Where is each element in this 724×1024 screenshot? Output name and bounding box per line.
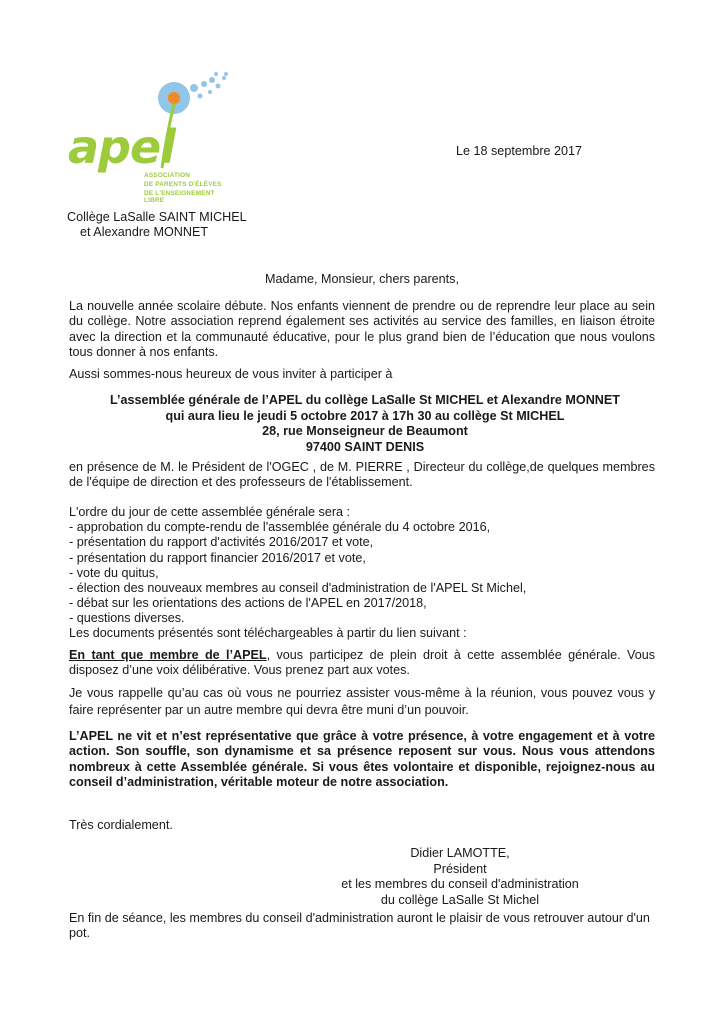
signatory-line-3: et les membres du conseil d'administration: [341, 877, 579, 891]
agenda-item: - élection des nouveaux membres au conseil d'administration de l'APEL St Michel,: [69, 581, 527, 596]
documents-line: Les documents présentés sont téléchargeables à partir du lien suivant :: [69, 626, 467, 640]
apel-logo: [66, 68, 236, 208]
agenda-item: - approbation du compte-rendu de l'assemblée générale du 4 octobre 2016,: [69, 520, 491, 535]
signatory-title: Président: [433, 861, 487, 876]
school-line-1: Collège LaSalle SAINT MICHEL: [67, 210, 247, 224]
signatory-line-4: du collège LaSalle St Michel: [380, 892, 540, 907]
footer-note: En fin de séance, les membres du conseil d'administration auront le plaisir de vous retrouver autour d'un pot.: [69, 911, 650, 941]
logo-wordmark: apel: [68, 120, 175, 174]
letter-date: Le 18 septembre 2017: [456, 144, 583, 158]
agenda-item: - vote du quitus,: [69, 565, 159, 580]
signatory-name: Didier LAMOTTE,: [410, 846, 510, 860]
member-text: , vous participez de plein droit à cette assemblée générale. Vous disposez d’une voix délibérative. Vous prenez part aux votes.: [69, 648, 656, 678]
school-line-2: et Alexandre MONNET: [80, 225, 209, 239]
agenda-item: - présentation du rapport d'activités 2016/2017 et vote,: [69, 535, 374, 550]
event-datetime: qui aura lieu le jeudi 5 octobre 2017 à 17h 30 au collège St MICHEL: [165, 408, 565, 423]
school-name: [67, 210, 247, 240]
member-emphasis: En tant que membre de l’APEL: [69, 648, 267, 662]
invite-line: Aussi sommes-nous heureux de vous inviter à participer à: [69, 367, 393, 381]
event-block: [60, 393, 670, 455]
agenda-item: - débat sur les orientations des actions de l'APEL en 2017/2018,: [69, 596, 427, 611]
agenda-item: - présentation du rapport financier 2016/2017 et vote,: [69, 550, 366, 565]
logo-subtitle-3: DE L'ENSEIGNEMENT LIBRE: [144, 190, 215, 204]
closing: Très cordialement.: [69, 818, 173, 832]
logo-subtitle-2: DE PARENTS D'ÉLÈVES: [144, 181, 222, 188]
intro-paragraph: La nouvelle année scolaire débute. Nos enfants viennent de prendre ou de reprendre leur place au sein du collège. Notre association reprend également ses activités au service des familles, en liaison étroite avec la direction et la communauté éducative, pour le plus grand bien de l’éducation que nous voulons tous donner à nos enfants.: [69, 299, 655, 359]
logo-subtitle-1: ASSOCIATION: [144, 172, 191, 179]
member-paragraph: [69, 648, 655, 679]
event-city: 97400 SAINT DENIS: [305, 439, 425, 454]
proxy-paragraph: Je vous rappelle qu’au cas où vous ne pourriez assister vous-même à la réunion, vous pouvez vous y faire représenter par un autre membre qui devra être muni d’un pouvoir.: [69, 686, 655, 717]
agenda-intro: L'ordre du jour de cette assemblée générale sera :: [69, 505, 351, 519]
event-title: L’assemblée générale de l’APEL du collège LaSalle St MICHEL et Alexandre MONNET: [110, 393, 620, 407]
agenda-item: - questions diverses.: [69, 611, 185, 626]
signature-block: [300, 846, 620, 908]
presence-paragraph: en présence de M. le Président de l'OGEC , de M. PIERRE , Directeur du collège,de quelques membres de l'équipe de direction et des professeurs de l'établissement.: [69, 460, 655, 490]
salutation: Madame, Monsieur, chers parents,: [265, 272, 459, 286]
agenda: [69, 505, 655, 627]
event-street: 28, rue Monseigneur de Beaumont: [262, 424, 468, 438]
appeal-paragraph: L’APEL ne vit et n’est représentative que grâce à votre présence, à votre engagement et à votre action. Son souffle, son dynamisme et sa présence reposent sur vous. Nous vous attendons nombreux à cette Assemblée générale. Si vous êtes volontaire et disponible, rejoignez-nous au conseil d’administration, véritable moteur de notre association.: [69, 729, 655, 789]
